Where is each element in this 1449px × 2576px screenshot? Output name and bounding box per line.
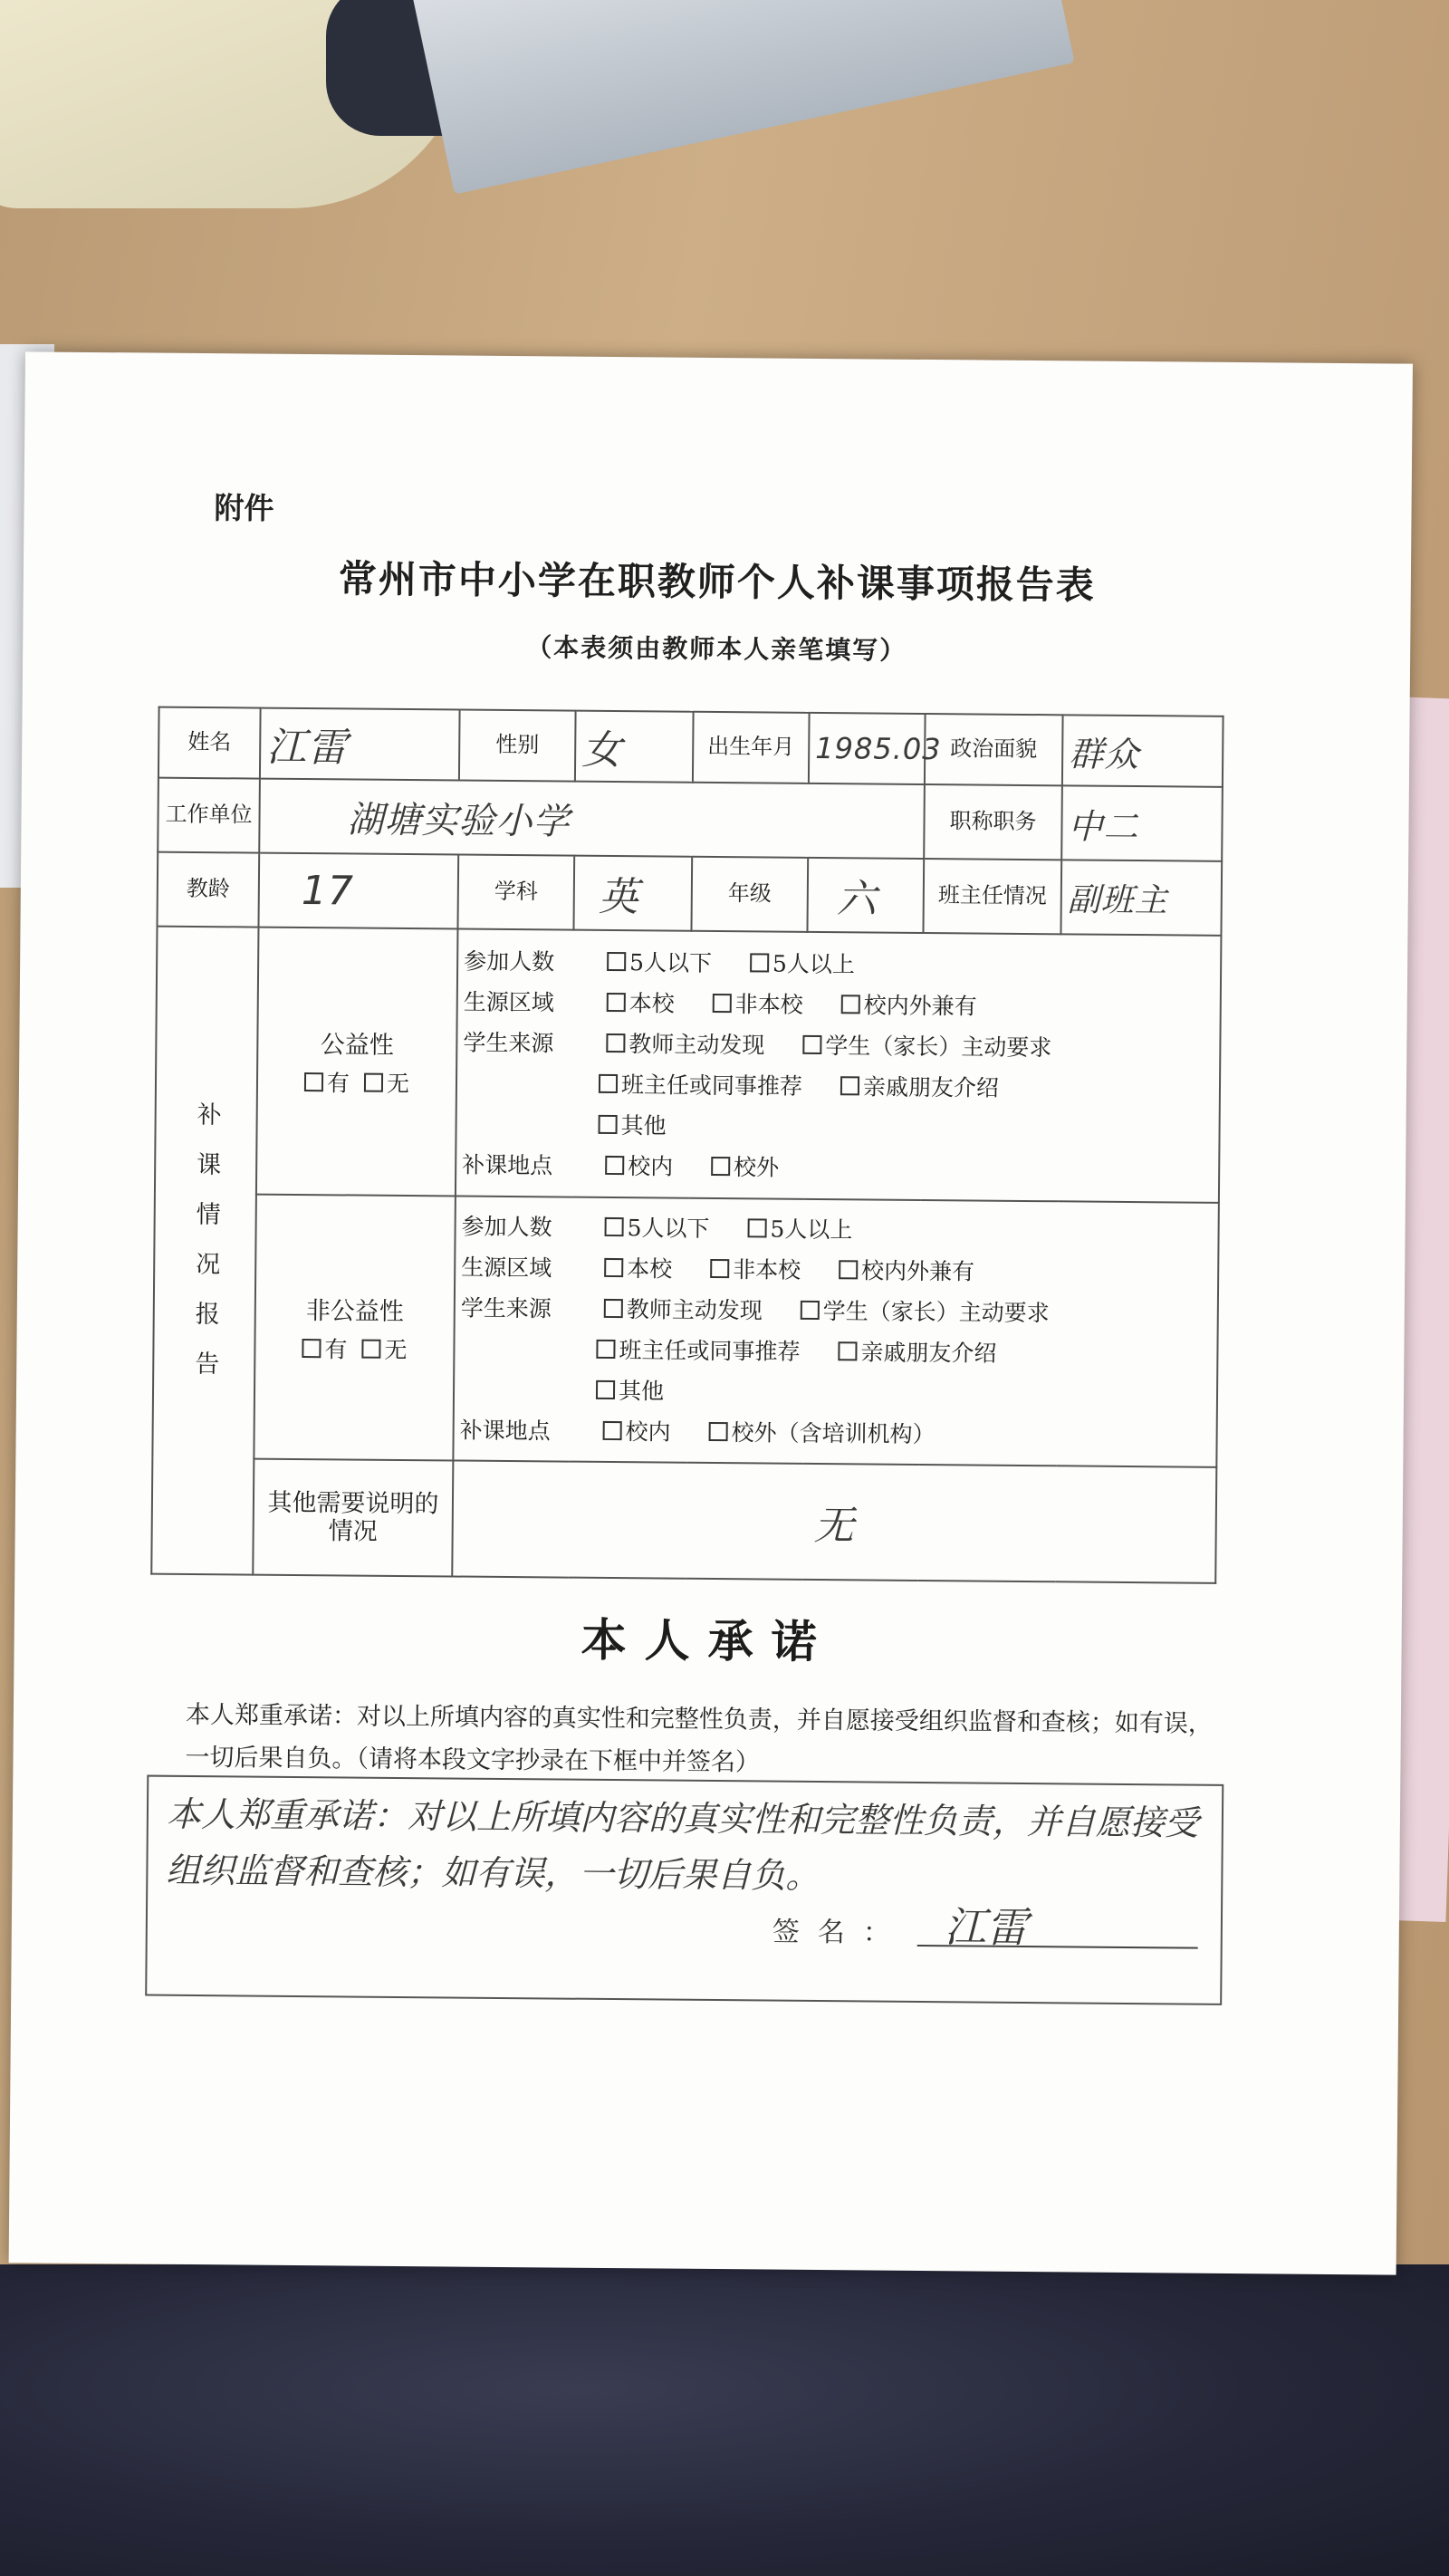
political-value[interactable]	[1062, 715, 1223, 787]
teach-age-value[interactable]	[258, 853, 458, 929]
option-label: 其他	[618, 1378, 665, 1405]
nonpublic-source-row-2	[460, 1329, 1211, 1376]
form-title: 常州市中小学在职教师个人补课事项报告表	[338, 556, 1097, 608]
option-label: 校内	[628, 1152, 674, 1180]
checkbox[interactable]	[708, 1422, 727, 1441]
nonpublic-source-opt2[interactable]	[801, 1298, 1050, 1326]
checkbox[interactable]	[713, 993, 732, 1012]
nonpublic-participants-opt2[interactable]	[747, 1216, 852, 1243]
attachment-label: 附件	[214, 490, 274, 526]
nonpublic-source-label: 学生来源	[460, 1294, 552, 1322]
name-label: 姓名	[158, 707, 261, 779]
political-handwriting: 群众	[1069, 733, 1140, 774]
checkbox[interactable]	[710, 1259, 729, 1278]
checkbox[interactable]	[604, 1217, 623, 1236]
public-no-label: 无	[386, 1070, 410, 1098]
nonpublic-source-opt3[interactable]	[596, 1337, 800, 1365]
nonpublic-participants-label: 参加人数	[461, 1213, 552, 1241]
checkbox[interactable]	[711, 1156, 730, 1175]
nonpublic-category-cell	[254, 1195, 456, 1461]
public-yes-label: 有	[326, 1070, 350, 1097]
gender-handwriting: 女	[581, 726, 623, 774]
public-no-checkbox[interactable]	[364, 1073, 383, 1092]
public-region-opt3[interactable]	[841, 992, 977, 1019]
option-label: 5人以上	[770, 1216, 853, 1244]
checkbox[interactable]	[607, 951, 626, 970]
public-region-row	[464, 981, 1214, 1028]
option-label: 非本校	[733, 1256, 801, 1283]
option-label: 亲戚朋友介绍	[862, 1072, 1000, 1101]
option-label: 亲戚朋友介绍	[860, 1339, 997, 1367]
option-label: 校内外兼有	[863, 991, 977, 1020]
nonpublic-participants-opt1[interactable]	[604, 1215, 709, 1242]
option-label: 本校	[629, 989, 675, 1017]
pledge-title: 本人承诺	[581, 1612, 835, 1669]
nonpublic-source-row	[461, 1288, 1212, 1335]
work-label: 工作单位	[158, 778, 260, 853]
public-yes-no	[264, 1065, 450, 1100]
pledge-handwriting: 本人郑重承诺：对以上所填内容的真实性和完整性负责，并自愿接受组织监督和查核；如有误，一切后果自负。	[166, 1793, 1200, 1897]
public-source-opt3[interactable]	[599, 1071, 802, 1099]
public-participants-row	[464, 940, 1214, 987]
public-source-row-3	[462, 1103, 1213, 1150]
checkbox[interactable]	[606, 1033, 625, 1052]
checkbox[interactable]	[605, 1155, 624, 1174]
work-value[interactable]	[259, 779, 925, 859]
option-label: 教师主动发现	[626, 1296, 763, 1324]
nonpublic-yes-no	[261, 1331, 447, 1365]
public-region-opt2[interactable]	[713, 990, 803, 1017]
report-section-label: 补课情况报告	[151, 927, 258, 1575]
nonpublic-options	[453, 1196, 1219, 1466]
public-participants-label: 参加人数	[464, 947, 555, 975]
public-region-opt1[interactable]	[607, 989, 675, 1016]
nonpublic-place-opt1[interactable]	[602, 1418, 670, 1446]
other-handwriting: 无	[813, 1502, 855, 1550]
professional-title-label: 职称职务	[924, 784, 1062, 860]
teach-age-label: 教龄	[157, 852, 259, 928]
public-place-row	[462, 1144, 1213, 1191]
form-subtitle: （本表须由教师本人亲笔填写）	[526, 632, 907, 666]
option-label: 其他	[620, 1111, 667, 1139]
nonpublic-source-row-3	[460, 1370, 1211, 1417]
option-label: 非本校	[734, 990, 803, 1018]
checkbox[interactable]	[596, 1380, 615, 1399]
subject-handwriting: 英	[598, 873, 640, 921]
public-source-opt5[interactable]	[598, 1111, 666, 1139]
name-value[interactable]	[260, 708, 460, 781]
nonpublic-region-opt3[interactable]	[839, 1257, 974, 1284]
nonpublic-source-opt4[interactable]	[838, 1339, 996, 1367]
name-handwriting: 江雷	[266, 724, 349, 772]
gender-value[interactable]	[575, 711, 694, 783]
pledge-instruction: 本人郑重承诺：对以上所填内容的真实性和完整性负责，并自愿接受组织监督和查核；如有误，一切后果自负。（请将本段文字抄录在下框中并签名）	[185, 1700, 1213, 1777]
public-options	[456, 929, 1222, 1203]
nonpublic-region-opt2[interactable]	[710, 1256, 801, 1283]
nonpublic-yes-checkbox[interactable]	[302, 1339, 321, 1358]
head-teacher-label: 班主任情况	[923, 859, 1061, 934]
public-source-opt4[interactable]	[840, 1073, 999, 1101]
option-label: 教师主动发现	[629, 1030, 765, 1058]
public-place-opt2[interactable]	[711, 1153, 779, 1180]
political-label: 政治面貌	[925, 714, 1063, 785]
checkbox[interactable]	[747, 1218, 766, 1237]
nonpublic-place-row	[459, 1410, 1210, 1457]
option-label: 校外（含培训机构）	[731, 1419, 936, 1448]
subject-value[interactable]	[573, 856, 692, 931]
head-teacher-value[interactable]	[1060, 860, 1222, 936]
public-source-row	[463, 1022, 1214, 1069]
checkbox[interactable]	[750, 953, 769, 972]
nonpublic-source-opt5[interactable]	[596, 1378, 664, 1405]
option-label: 5人以下	[627, 1215, 710, 1242]
nonpublic-category-label: 非公益性	[305, 1296, 404, 1326]
public-source-opt1[interactable]	[606, 1030, 764, 1058]
checkbox[interactable]	[603, 1421, 622, 1440]
public-yes-checkbox[interactable]	[304, 1072, 323, 1091]
birth-label: 出生年月	[693, 712, 810, 783]
gender-label: 性别	[459, 710, 576, 782]
checkbox[interactable]	[604, 1258, 623, 1277]
head-teacher-handwriting: 副班主	[1067, 880, 1168, 919]
nonpublic-yes-label: 有	[324, 1335, 348, 1362]
nonpublic-region-opt1[interactable]	[604, 1255, 672, 1283]
teach-age-handwriting: 17	[301, 867, 355, 915]
nonpublic-participants-row	[461, 1206, 1212, 1254]
checkbox[interactable]	[802, 1034, 821, 1053]
public-region-label: 生源区域	[463, 988, 554, 1015]
signature-label: 签名：	[772, 1916, 908, 1949]
public-source-row-2	[463, 1062, 1214, 1110]
public-source-opt2[interactable]	[802, 1032, 1051, 1060]
public-category-label: 公益性	[320, 1031, 394, 1060]
checkbox[interactable]	[596, 1340, 615, 1359]
nonpublic-region-row	[461, 1247, 1212, 1294]
option-label: 5人以下	[629, 948, 713, 976]
public-participants-opt2[interactable]	[750, 950, 855, 977]
public-source-label: 学生来源	[463, 1029, 554, 1056]
professional-title-handwriting: 中二	[1068, 805, 1139, 847]
dark-cloth	[0, 2264, 1449, 2576]
pledge-copy-box[interactable]	[145, 1775, 1223, 2005]
grade-handwriting: 六	[836, 876, 878, 923]
grade-value[interactable]	[807, 858, 924, 933]
other-label: 其他需要说明的情况	[253, 1459, 453, 1577]
nonpublic-no-checkbox[interactable]	[361, 1339, 380, 1358]
nonpublic-region-label: 生源区域	[461, 1254, 552, 1282]
option-label: 5人以上	[772, 950, 856, 977]
option-label: 学生（家长）主动要求	[822, 1298, 1050, 1327]
birth-handwriting: 1985.03	[815, 730, 942, 767]
checkbox[interactable]	[841, 995, 860, 1014]
public-place-opt1[interactable]	[605, 1152, 673, 1179]
public-category-cell	[256, 928, 458, 1197]
option-label: 班主任或同事推荐	[620, 1071, 803, 1100]
option-label: 校内外兼有	[860, 1257, 975, 1285]
subject-label: 学科	[457, 855, 574, 930]
nonpublic-place-opt2[interactable]	[708, 1419, 935, 1447]
option-label: 班主任或同事推荐	[619, 1337, 801, 1365]
signature: 江雷	[944, 1902, 1029, 1953]
grade-label: 年级	[691, 857, 808, 932]
option-label: 学生（家长）主动要求	[825, 1032, 1052, 1061]
checkbox[interactable]	[607, 992, 626, 1011]
checkbox[interactable]	[599, 1114, 618, 1133]
checkbox[interactable]	[839, 1260, 858, 1279]
report-form-paper	[9, 351, 1413, 2274]
option-label: 校外	[734, 1153, 780, 1181]
public-place-label: 补课地点	[462, 1151, 553, 1178]
checkbox[interactable]	[599, 1073, 618, 1092]
checkbox[interactable]	[604, 1299, 623, 1318]
nonpublic-place-label: 补课地点	[459, 1417, 551, 1445]
report-table	[150, 706, 1223, 1584]
checkbox[interactable]	[838, 1341, 857, 1360]
birth-value[interactable]	[809, 713, 942, 784]
professional-title-value[interactable]	[1061, 785, 1223, 861]
other-value[interactable]	[452, 1460, 1216, 1582]
checkbox[interactable]	[840, 1076, 859, 1095]
option-label: 校内	[625, 1418, 671, 1446]
option-label: 本校	[627, 1255, 673, 1283]
checkbox[interactable]	[801, 1301, 820, 1320]
public-participants-opt1[interactable]	[607, 948, 712, 976]
nonpublic-no-label: 无	[384, 1336, 408, 1363]
nonpublic-source-opt1[interactable]	[604, 1296, 763, 1324]
work-handwriting: 湖塘实验小学	[347, 798, 571, 843]
